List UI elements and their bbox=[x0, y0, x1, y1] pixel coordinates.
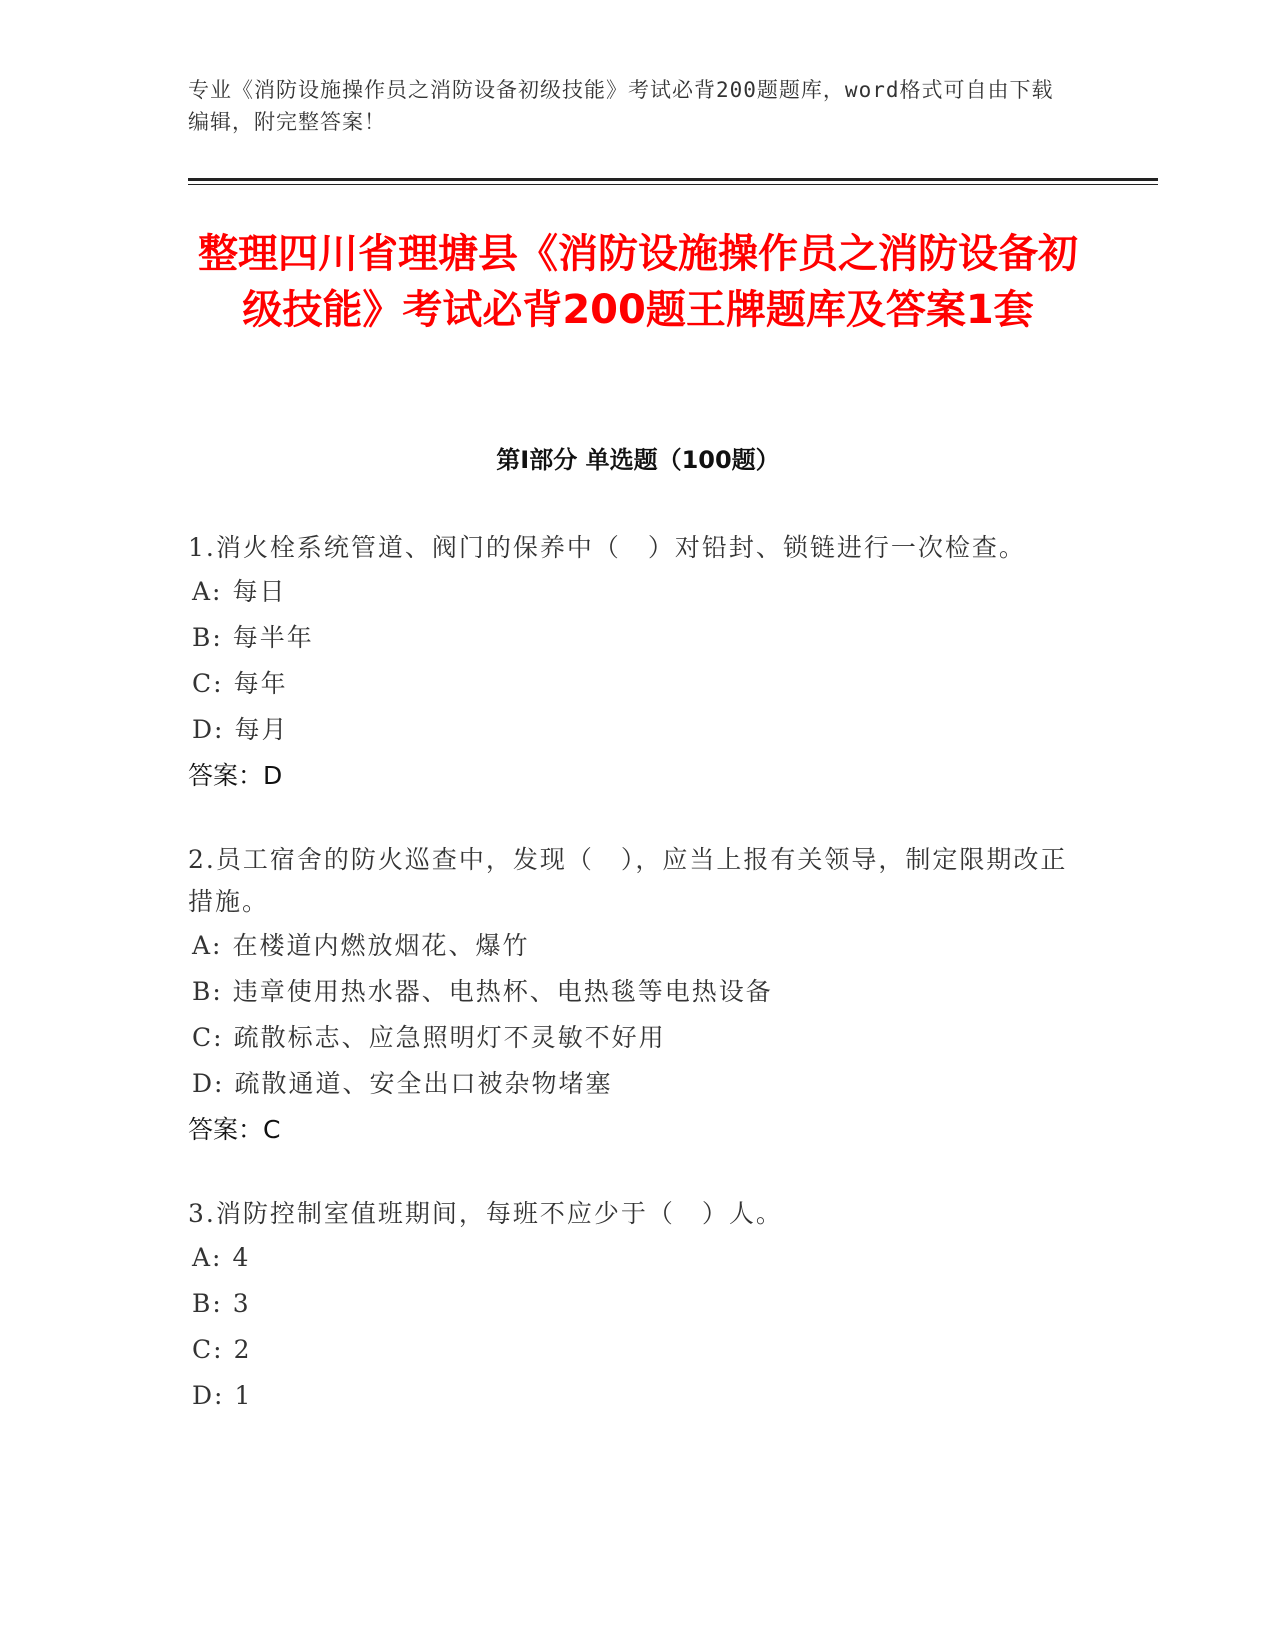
header-note: 专业《消防设施操作员之消防设备初级技能》考试必背200题题库，word格式可自由下载编辑，附完整答案！ bbox=[188, 78, 1054, 134]
question-stem: 3.消防控制室值班期间，每班不应少于（ ）人。 bbox=[188, 1199, 783, 1228]
option-key: A: bbox=[192, 1243, 223, 1272]
option-key: A: bbox=[192, 931, 223, 960]
option-key: A: bbox=[192, 577, 223, 606]
option-text: 3 bbox=[232, 1289, 251, 1318]
option-key: D: bbox=[192, 1069, 225, 1098]
question-3 bbox=[188, 1193, 1068, 1419]
header-divider-thin bbox=[188, 184, 1158, 185]
option-key: C: bbox=[192, 669, 224, 698]
option-a bbox=[188, 1235, 1068, 1281]
option-a bbox=[188, 569, 1068, 615]
option-text: 2 bbox=[233, 1335, 252, 1364]
question-2 bbox=[188, 839, 1068, 1153]
option-d bbox=[188, 1061, 1068, 1107]
option-text: 1 bbox=[234, 1381, 253, 1410]
option-b bbox=[188, 615, 1068, 661]
option-key: C: bbox=[192, 1023, 224, 1052]
question-stem: 2.员工宿舍的防火巡查中，发现（ ），应当上报有关领导，制定限期改正措施。 bbox=[188, 845, 1068, 916]
answer-label: 答案： bbox=[188, 1115, 264, 1144]
option-d bbox=[188, 1373, 1068, 1419]
question-stem: 1.消火栓系统管道、阀门的保养中（ ）对铅封、锁链进行一次检查。 bbox=[188, 533, 1026, 562]
option-text: 每年 bbox=[233, 669, 288, 698]
option-key: D: bbox=[192, 1381, 225, 1410]
question-1 bbox=[188, 527, 1068, 799]
option-text: 4 bbox=[232, 1243, 251, 1272]
option-b bbox=[188, 1281, 1068, 1327]
option-text: 每半年 bbox=[232, 623, 314, 652]
option-text: 每日 bbox=[232, 577, 287, 606]
option-c bbox=[188, 1327, 1068, 1373]
option-text: 在楼道内燃放烟花、爆竹 bbox=[232, 931, 530, 960]
option-d bbox=[188, 707, 1068, 753]
option-key: C: bbox=[192, 1335, 224, 1364]
answer-value: C bbox=[263, 1115, 281, 1144]
option-c bbox=[188, 1015, 1068, 1061]
header-divider bbox=[188, 178, 1158, 181]
option-text: 疏散通道、安全出口被杂物堵塞 bbox=[234, 1069, 613, 1098]
section-heading: 第I部分 单选题（100题） bbox=[496, 446, 780, 474]
option-c bbox=[188, 661, 1068, 707]
option-key: D: bbox=[192, 715, 225, 744]
option-key: B: bbox=[192, 977, 223, 1006]
option-text: 疏散标志、应急照明灯不灵敏不好用 bbox=[233, 1023, 666, 1052]
option-b bbox=[188, 969, 1068, 1015]
option-key: B: bbox=[192, 623, 223, 652]
document-title: 整理四川省理塘县《消防设施操作员之消防设备初级技能》考试必背200题王牌题库及答案1套 bbox=[198, 231, 1078, 333]
option-key: B: bbox=[192, 1289, 223, 1318]
answer-label: 答案： bbox=[188, 761, 264, 790]
answer-line bbox=[188, 1107, 1068, 1153]
option-text: 每月 bbox=[234, 715, 289, 744]
answer-line bbox=[188, 753, 1068, 799]
option-text: 违章使用热水器、电热杯、电热毯等电热设备 bbox=[232, 977, 773, 1006]
option-a bbox=[188, 923, 1068, 969]
answer-value: D bbox=[263, 761, 283, 790]
question-list bbox=[188, 527, 1068, 1459]
